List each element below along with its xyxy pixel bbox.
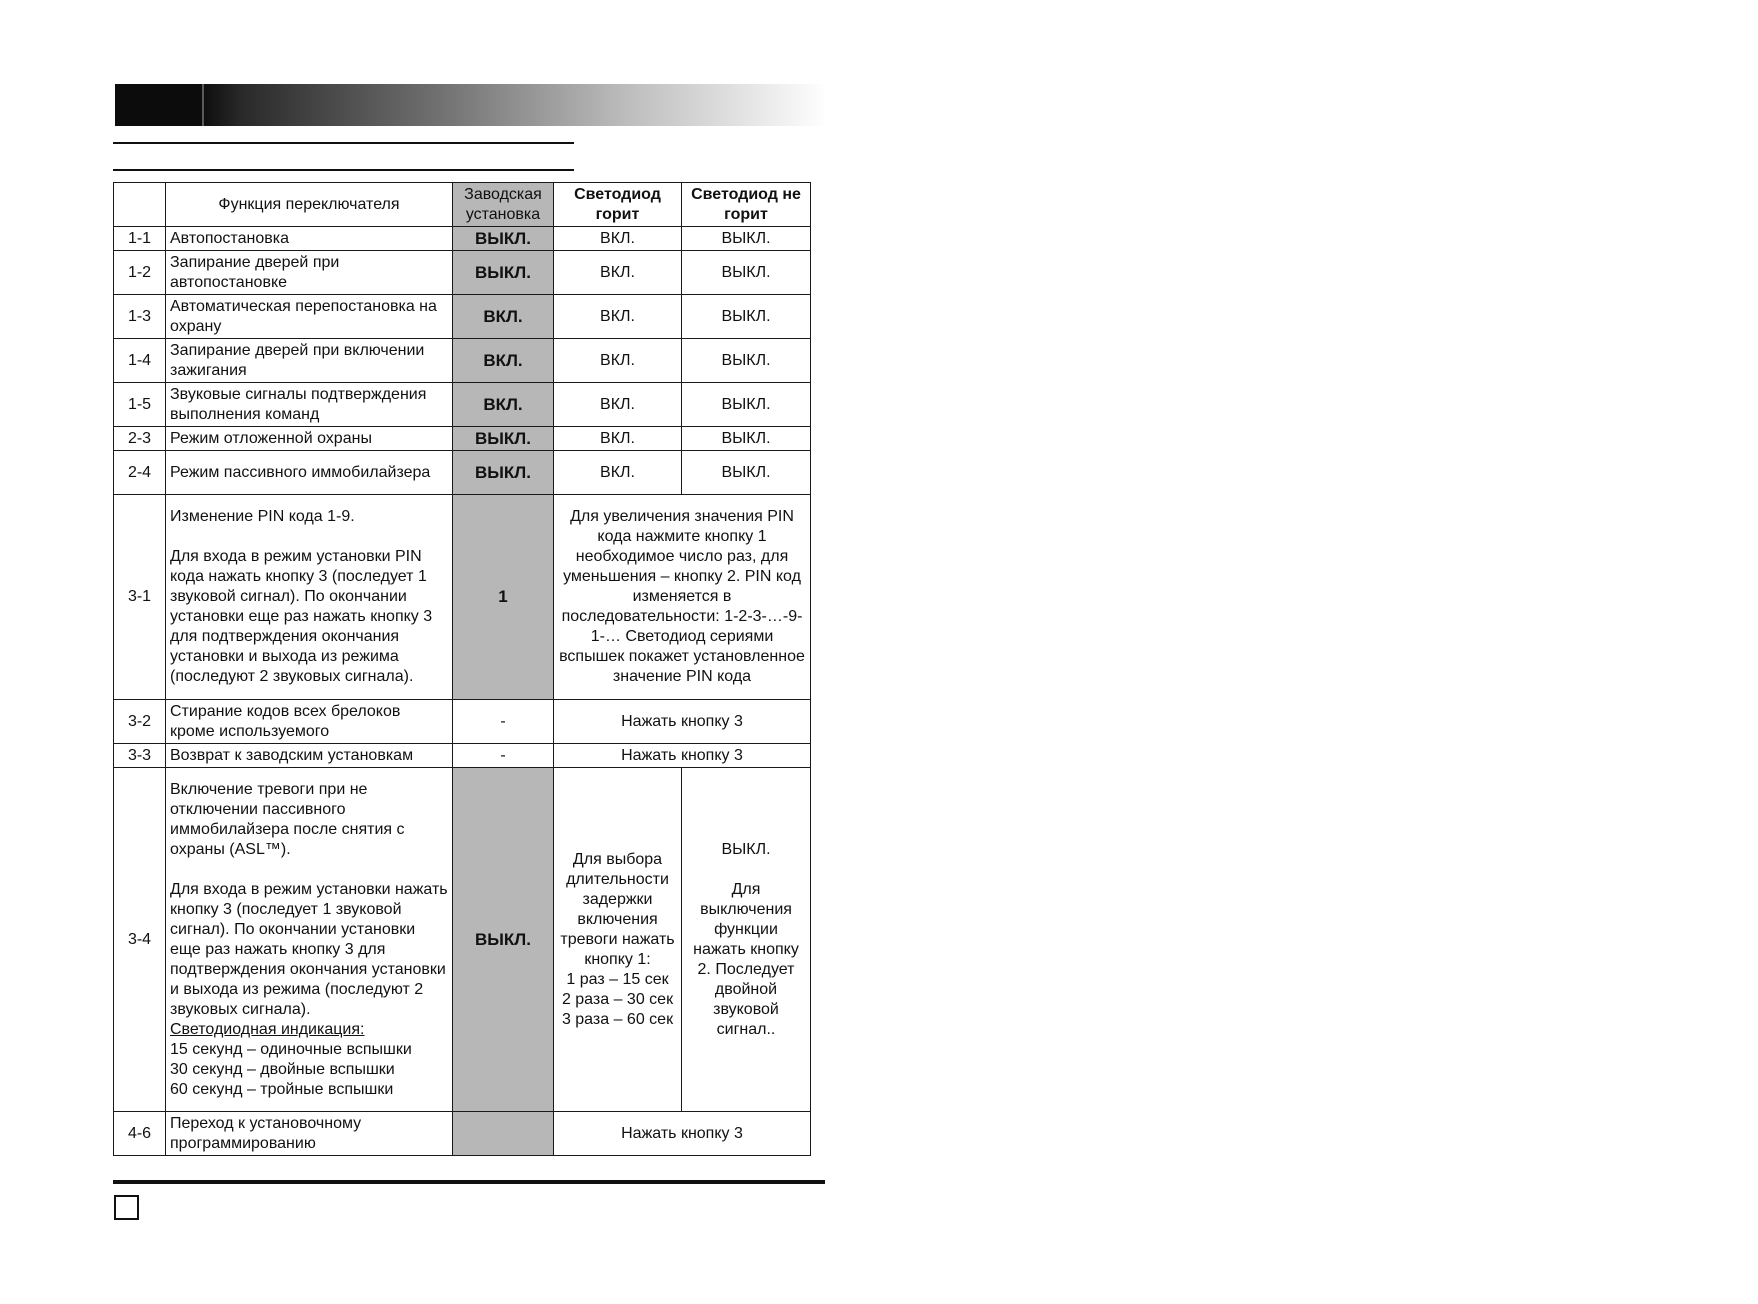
row-function: Стирание кодов всех брелоков кроме используемого (166, 700, 453, 744)
row-led-off-text: Для выключения функции нажать кнопку 2. Последует двойной звуковой сигнал.. (693, 880, 799, 1038)
title-rule-bottom (113, 169, 574, 171)
row-num: 4-6 (114, 1112, 166, 1156)
row-led-off: ВЫКЛ. (682, 227, 811, 251)
row-factory: ВЫКЛ. (453, 427, 554, 451)
row-num: 3-4 (114, 768, 166, 1112)
row-factory: 1 (453, 495, 554, 700)
row-function: Запирание дверей при включении зажигания (166, 339, 453, 383)
table-row (114, 427, 811, 451)
table-row (114, 339, 811, 383)
row-led-off: ВЫКЛ. (682, 295, 811, 339)
row-function: Режим пассивного иммобилайзера (166, 451, 453, 495)
row-num: 2-4 (114, 451, 166, 495)
table-row-pin-code (114, 495, 811, 700)
row-factory: ВЫКЛ. (453, 768, 554, 1112)
row-function: Возврат к заводским установкам (166, 744, 453, 768)
row-led-on: ВКЛ. (554, 451, 682, 495)
row-function: Звуковые сигналы подтверждения выполнения команд (166, 383, 453, 427)
row-function: Изменение PIN кода 1-9. Для входа в режим установки PIN кода нажать кнопку 3 (последует 1 звуковой сигнал). По окончании установки еще раз нажать кнопку 3 для подтверждения окончания установки и выхода из режима (последуют 2 звуковых сигнала). (166, 495, 453, 700)
row-num: 1-2 (114, 251, 166, 295)
row-function: Автопостановка (166, 227, 453, 251)
row-num: 1-3 (114, 295, 166, 339)
row-function: Автоматическая перепостановка на охрану (166, 295, 453, 339)
header-factory: Заводская установка (453, 183, 554, 227)
table-row (114, 251, 811, 295)
row-led-off: ВЫКЛ. (682, 339, 811, 383)
row-factory: ВЫКЛ. (453, 451, 554, 495)
row-led-on: ВКЛ. (554, 251, 682, 295)
row-merged-instructions: Для увеличения значения PIN кода нажмите кнопку 1 необходимое число раз, для уменьшения – кнопку 2. PIN код изменяется в последовательности: 1-2-3-…-9-1-… Светодиод сериями вспышек покажет установленное значение PIN кода (554, 495, 811, 700)
table-row (114, 700, 811, 744)
table-row (114, 451, 811, 495)
table-row (114, 295, 811, 339)
row-num: 3-3 (114, 744, 166, 768)
led-indication-title: Светодиодная индикация: (170, 1020, 365, 1038)
row-factory: - (453, 744, 554, 768)
title-rule-top (113, 142, 574, 144)
footer-rule (113, 1180, 825, 1184)
table-row (114, 744, 811, 768)
row-led-off (682, 768, 811, 1112)
row-led-on: ВКЛ. (554, 339, 682, 383)
row-num: 1-1 (114, 227, 166, 251)
row-num: 1-4 (114, 339, 166, 383)
row-led-on: ВКЛ. (554, 427, 682, 451)
row-led-off-spacer (686, 860, 806, 880)
led-indication-lines: 15 секунд – одиночные вспышки 30 секунд – двойные вспышки 60 секунд – тройные вспышки (170, 1040, 412, 1098)
header-led-on: Светодиод горит (554, 183, 682, 227)
row-led-off: ВЫКЛ. (682, 427, 811, 451)
header-divider (202, 84, 204, 126)
row-num: 3-1 (114, 495, 166, 700)
header-function: Функция переключателя (166, 183, 453, 227)
row-led-off: ВЫКЛ. (682, 251, 811, 295)
row-led-on: ВКЛ. (554, 295, 682, 339)
row-merged-instructions: Нажать кнопку 3 (554, 744, 811, 768)
header-led-off: Светодиод не горит (682, 183, 811, 227)
row-factory: ВКЛ. (453, 383, 554, 427)
row-function: Режим отложенной охраны (166, 427, 453, 451)
table-row (114, 227, 811, 251)
row-factory: ВЫКЛ. (453, 227, 554, 251)
row-function: Переход к установочному программированию (166, 1112, 453, 1156)
header-gradient-bar (115, 84, 827, 126)
header-num (114, 183, 166, 227)
table-row (114, 1112, 811, 1156)
row-merged-instructions: Нажать кнопку 3 (554, 700, 811, 744)
row-function-main: Включение тревоги при не отключении пассивного иммобилайзера после снятия с охраны (ASL™). Для входа в режим установки нажать кнопку 3 (последует 1 звуковой сигнал). По окончании установки еще раз нажать кнопку 3 для подтверждения окончания установки и выхода из режима (последуют 2 звуковых сигнала). (170, 780, 448, 1018)
page-number-box (114, 1195, 139, 1220)
switch-settings-table (113, 182, 811, 1156)
row-num: 2-3 (114, 427, 166, 451)
row-function: Запирание дверей при автопостановке (166, 251, 453, 295)
row-led-on: ВКЛ. (554, 227, 682, 251)
table-row (114, 383, 811, 427)
row-function (166, 768, 453, 1112)
row-merged-instructions: Нажать кнопку 3 (554, 1112, 811, 1156)
table-header-row (114, 183, 811, 227)
row-factory: - (453, 700, 554, 744)
row-factory: ВЫКЛ. (453, 251, 554, 295)
row-factory: ВКЛ. (453, 339, 554, 383)
row-led-off: ВЫКЛ. (682, 383, 811, 427)
row-led-on: Для выбора длительности задержки включения тревоги нажать кнопку 1: 1 раз – 15 сек 2 раза – 30 сек 3 раза – 60 сек (554, 768, 682, 1112)
row-led-off-value: ВЫКЛ. (721, 840, 771, 858)
row-led-on: ВКЛ. (554, 383, 682, 427)
row-factory (453, 1112, 554, 1156)
row-num: 1-5 (114, 383, 166, 427)
row-led-off: ВЫКЛ. (682, 451, 811, 495)
table-row-asl (114, 768, 811, 1112)
row-factory: ВКЛ. (453, 295, 554, 339)
row-num: 3-2 (114, 700, 166, 744)
